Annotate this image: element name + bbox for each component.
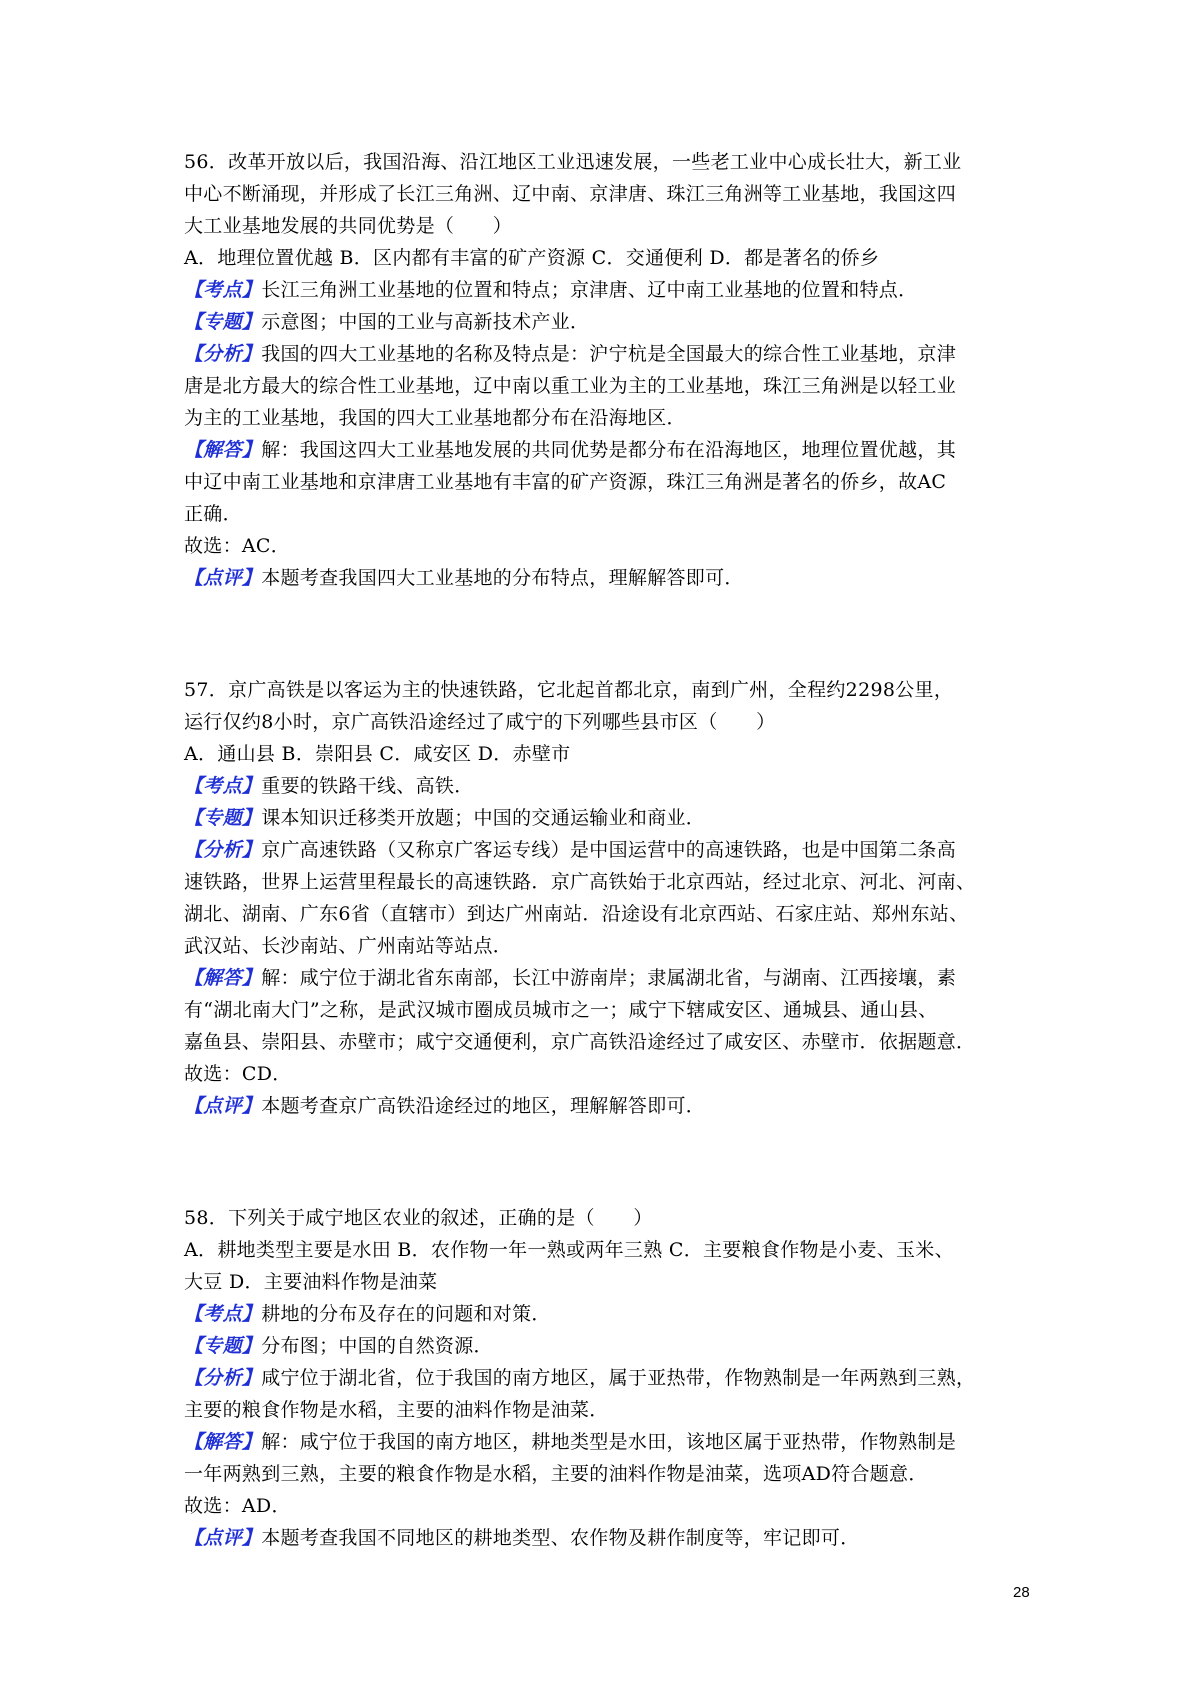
dianping-tag: 【点评】 [184, 1527, 262, 1549]
jieda-text: 解：我国这四大工业基地发展的共同优势是都分布在沿海地区，地理位置优越，其 [261, 439, 957, 461]
zhuanti-text: 示意图；中国的工业与高新技术产业． [261, 311, 590, 333]
fenxi-text: 为主的工业基地，我国的四大工业基地都分布在沿海地区． [184, 407, 686, 429]
question-58 [184, 1202, 1034, 1554]
fenxi-text: 主要的粮食作物是水稻，主要的油料作物是油菜． [184, 1399, 609, 1421]
question-stem-line: 57．京广高铁是以客运为主的快速铁路，它北起首都北京，南到广州，全程约2298公里， [184, 679, 954, 701]
zhuanti-line [184, 802, 1034, 834]
zhuanti-text: 课本知识迁移类开放题；中国的交通运输业和商业． [261, 807, 706, 829]
fenxi-tag: 【分析】 [184, 839, 262, 861]
fenxi-text: 京广高速铁路（又称京广客运专线）是中国运营中的高速铁路，也是中国第二条高 [261, 839, 957, 861]
kaodian-tag: 【考点】 [184, 279, 262, 301]
dianping-tag: 【点评】 [184, 1095, 262, 1117]
fenxi-line [184, 834, 1034, 866]
jieda-tag: 【解答】 [184, 439, 262, 461]
jieda-tag: 【解答】 [184, 967, 262, 989]
zhuanti-tag: 【专题】 [184, 311, 262, 333]
fenxi-text: 咸宁位于湖北省，位于我国的南方地区，属于亚热带，作物熟制是一年两熟到三熟， [261, 1367, 976, 1389]
question-stem-line: 大工业基地发展的共同优势是（ ） [184, 215, 513, 237]
dianping-line [184, 1090, 1034, 1122]
jieda-line [184, 962, 1034, 994]
question-options: 大豆 D．主要油料作物是油菜 [184, 1271, 438, 1293]
kaodian-text: 耕地的分布及存在的问题和对策． [261, 1303, 551, 1325]
kaodian-tag: 【考点】 [184, 1303, 262, 1325]
question-stem-line: 58．下列关于咸宁地区农业的叙述，正确的是（ ） [184, 1207, 653, 1229]
zhuanti-line [184, 306, 1034, 338]
jieda-line [184, 1426, 1034, 1458]
fenxi-tag: 【分析】 [184, 343, 262, 365]
jieda-tag: 【解答】 [184, 1431, 262, 1453]
zhuanti-text: 分布图；中国的自然资源． [261, 1335, 493, 1357]
answer-line: 故选：CD． [184, 1063, 292, 1085]
jieda-text: 有“湖北南大门”之称，是武汉城市圈成员城市之一；咸宁下辖咸安区、通城县、通山县、 [184, 999, 938, 1021]
fenxi-line [184, 338, 1034, 370]
fenxi-text: 湖北、湖南、广东6省（直辖市）到达广州南站．沿途设有北京西站、石家庄站、郑州东站、 [184, 903, 969, 925]
dianping-line [184, 562, 1034, 594]
fenxi-text: 我国的四大工业基地的名称及特点是：沪宁杭是全国最大的综合性工业基地，京津 [261, 343, 957, 365]
dianping-text: 本题考查京广高铁沿途经过的地区，理解解答即可． [261, 1095, 706, 1117]
jieda-text: 正确． [184, 503, 242, 525]
fenxi-text: 武汉站、长沙南站、广州南站等站点． [184, 935, 513, 957]
jieda-text: 解：咸宁位于湖北省东南部，长江中游南岸；隶属湖北省，与湖南、江西接壤，素 [261, 967, 957, 989]
jieda-text: 解：咸宁位于我国的南方地区，耕地类型是水田，该地区属于亚热带，作物熟制是 [261, 1431, 957, 1453]
answer-line: 故选：AD． [184, 1495, 291, 1517]
jieda-text: 一年两熟到三熟，主要的粮食作物是水稻，主要的油料作物是油菜，选项AD符合题意． [184, 1463, 928, 1485]
kaodian-line [184, 274, 1034, 306]
kaodian-text: 重要的铁路干线、高铁． [261, 775, 474, 797]
page-number: 28 [1013, 1584, 1030, 1601]
dianping-text: 本题考查我国四大工业基地的分布特点，理解解答即可． [261, 567, 744, 589]
document-page [184, 146, 1034, 1554]
fenxi-line [184, 1362, 1034, 1394]
kaodian-text: 长江三角洲工业基地的位置和特点；京津唐、辽中南工业基地的位置和特点． [261, 279, 918, 301]
question-stem-line: 中心不断涌现，并形成了长江三角洲、辽中南、京津唐、珠江三角洲等工业基地，我国这四 [184, 183, 957, 205]
zhuanti-tag: 【专题】 [184, 807, 262, 829]
kaodian-tag: 【考点】 [184, 775, 262, 797]
dianping-line [184, 1522, 1034, 1554]
question-stem-line: 运行仅约8小时，京广高铁沿途经过了咸宁的下列哪些县市区（ ） [184, 711, 776, 733]
question-57 [184, 674, 1034, 1122]
question-stem-line: 56．改革开放以后，我国沿海、沿江地区工业迅速发展，一些老工业中心成长壮大，新工业 [184, 151, 962, 173]
zhuanti-tag: 【专题】 [184, 1335, 262, 1357]
kaodian-line [184, 770, 1034, 802]
jieda-text: 嘉鱼县、崇阳县、赤壁市；咸宁交通便利，京广高铁沿途经过了咸安区、赤壁市．依据题意． [184, 1031, 976, 1053]
fenxi-tag: 【分析】 [184, 1367, 262, 1389]
answer-line: 故选：AC． [184, 535, 291, 557]
fenxi-text: 速铁路，世界上运营里程最长的高速铁路．京广高铁始于北京西站，经过北京、河北、河南、 [184, 871, 976, 893]
question-options: A．通山县 B．崇阳县 C．咸安区 D．赤壁市 [184, 743, 571, 765]
jieda-text: 中辽中南工业基地和京津唐工业基地有丰富的矿产资源，珠江三角洲是著名的侨乡，故AC [184, 471, 947, 493]
question-options: A．耕地类型主要是水田 B．农作物一年一熟或两年三熟 C．主要粮食作物是小麦、玉米、 [184, 1239, 954, 1261]
fenxi-text: 唐是北方最大的综合性工业基地，辽中南以重工业为主的工业基地，珠江三角洲是以轻工业 [184, 375, 957, 397]
question-56 [184, 146, 1034, 594]
dianping-text: 本题考查我国不同地区的耕地类型、农作物及耕作制度等，牢记即可． [261, 1527, 860, 1549]
jieda-line [184, 434, 1034, 466]
dianping-tag: 【点评】 [184, 567, 262, 589]
kaodian-line [184, 1298, 1034, 1330]
question-options: A．地理位置优越 B．区内都有丰富的矿产资源 C．交通便利 D．都是著名的侨乡 [184, 247, 880, 269]
zhuanti-line [184, 1330, 1034, 1362]
